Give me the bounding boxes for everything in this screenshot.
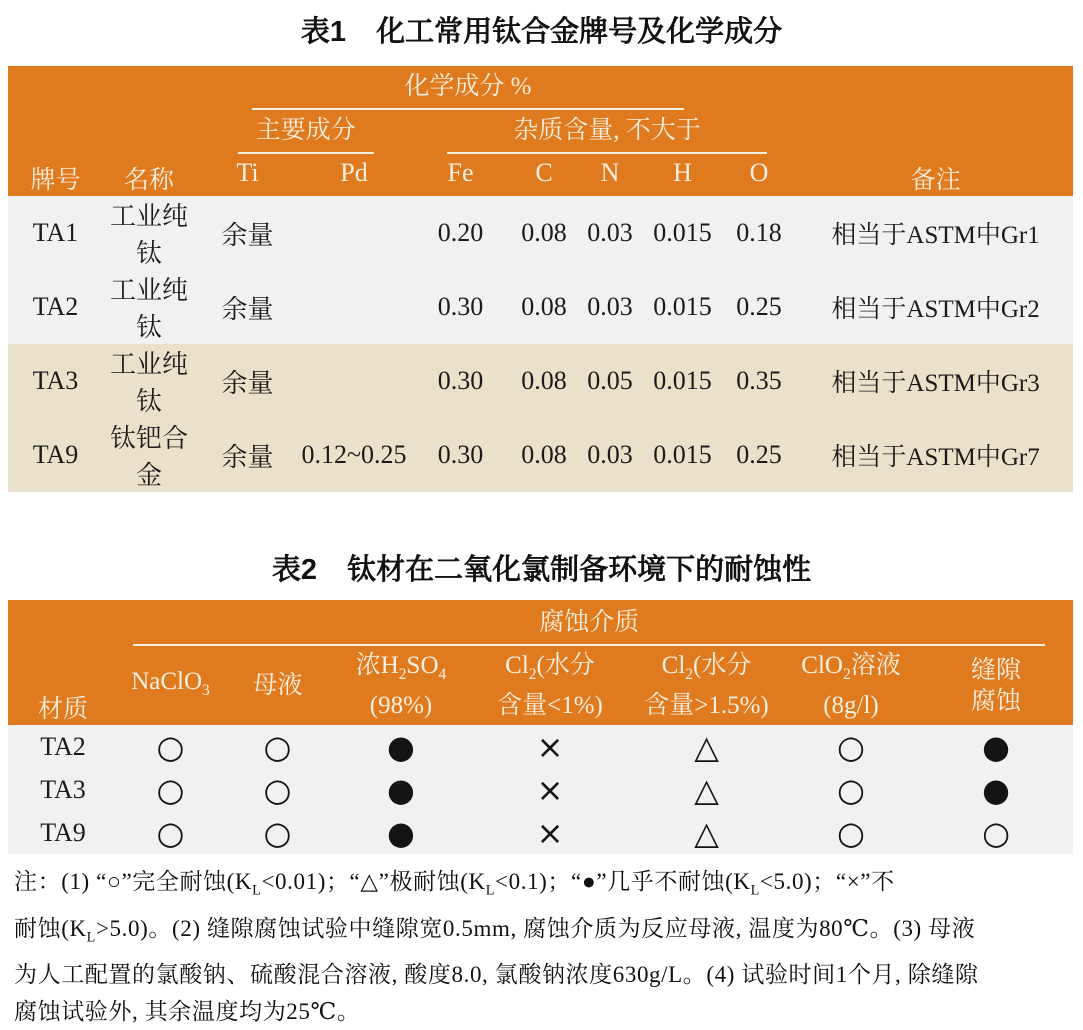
corrosion-symbol-cell: ● [332, 725, 470, 768]
t2-header-line: $Cl_2$(水分 [661, 652, 752, 683]
t1-header-element-pd: Pd [340, 158, 368, 187]
t1-header-name: 名称 [123, 167, 174, 194]
cell-h: 0.015 [645, 196, 720, 270]
cell-grade: TA9 [8, 418, 103, 492]
cell-material: TA3 [8, 768, 118, 811]
cell-fe: 0.20 [408, 196, 513, 270]
t1-header-composition-cell [195, 66, 798, 110]
t1-group-main [238, 110, 374, 154]
t2-header-cl2-dry [470, 646, 630, 725]
t2-header-line: (8g/l) [823, 692, 879, 719]
t2-header-line: 母液 [252, 672, 303, 699]
corrosion-symbol-cell: ○ [118, 768, 223, 811]
t1-header [8, 66, 1073, 196]
table2-caption [0, 550, 1083, 590]
t1-header-element-n: N [600, 158, 620, 187]
t1-header-remark: 备注 [910, 167, 961, 194]
t2-header-line: 腐蚀 [971, 687, 1022, 715]
t1-header-element-ti: Ti [236, 158, 259, 187]
cell-name: 钛钯合金 [103, 418, 195, 492]
corrosion-symbol-cell: ● [332, 811, 470, 854]
table-row [8, 811, 1073, 854]
corrosion-symbol-cell: ○ [783, 725, 919, 768]
t1-header-element-o: O [749, 158, 769, 187]
t1-group-impurity-label: 杂质含量, 不大于 [513, 117, 701, 144]
cell-pd [300, 270, 408, 344]
corrosion-symbol-cell: △ [630, 811, 783, 854]
cell-ti: 余量 [195, 344, 300, 418]
cell-c: 0.08 [513, 418, 575, 492]
cell-remark: 相当于ASTM中Gr7 [798, 418, 1073, 492]
notes [14, 863, 1069, 1030]
cell-h: 0.015 [645, 270, 720, 344]
t1-group-composition-label: 化学成分 % [404, 73, 532, 100]
cell-c: 0.08 [513, 344, 575, 418]
table2-caption-label: 表2 [271, 554, 318, 586]
note-line: 腐蚀试验外, 其余温度均为25℃。 [14, 999, 361, 1025]
cell-c: 0.08 [513, 196, 575, 270]
corrosion-symbol-cell: ○ [223, 811, 332, 854]
cell-o: 0.18 [720, 196, 798, 270]
t2-group-media-label: 腐蚀介质 [539, 609, 640, 636]
cell-fe: 0.30 [408, 270, 513, 344]
t2-header-crevice [919, 646, 1073, 725]
t2-header-clo2 [783, 646, 919, 725]
cell-fe: 0.30 [408, 344, 513, 418]
corrosion-symbol-cell: △ [630, 768, 783, 811]
corrosion-symbol-cell: ○ [919, 811, 1073, 854]
t2-header-mother-liquor [223, 646, 332, 725]
cell-remark: 相当于ASTM中Gr1 [798, 196, 1073, 270]
t1-group-impurity [447, 110, 767, 154]
t2-header-line: (98%) [369, 692, 433, 719]
note-line: 为人工配置的氯酸钠、硫酸混合溶液, 酸度8.0, 氯酸钠浓度630g/L。(4) 试验时间1个月, 除缝隙 [14, 962, 979, 988]
t2-body [8, 725, 1073, 854]
cell-h: 0.015 [645, 344, 720, 418]
table2-caption-text: 钛材在二氧化氯制备环境下的耐蚀性 [347, 554, 812, 586]
table-row [8, 344, 1073, 418]
table-row [8, 418, 1073, 492]
cell-n: 0.05 [575, 344, 645, 418]
alloy-composition-table [8, 66, 1073, 492]
t2-header [8, 600, 1073, 725]
cell-grade: TA2 [8, 270, 103, 344]
table1-caption-label: 表1 [300, 16, 347, 48]
corrosion-symbol-cell: ○ [118, 811, 223, 854]
cell-n: 0.03 [575, 196, 645, 270]
table-row [8, 270, 1073, 344]
corrosion-symbol-cell: ○ [223, 768, 332, 811]
corrosion-symbol-cell: × [470, 811, 630, 854]
note-line: 耐蚀$(K_L>5.0)$。(2) 缝隙腐蚀试验中缝隙宽0.5mm, 腐蚀介质为反应母液, 温度为80℃。(3) 母液 [14, 915, 976, 946]
t1-header-grade: 牌号 [30, 167, 81, 194]
cell-material: TA2 [8, 725, 118, 768]
t2-group-media [133, 602, 1045, 646]
cell-ti: 余量 [195, 270, 300, 344]
corrosion-symbol-cell: ● [919, 768, 1073, 811]
t2-header-line: 含量>1.5%) [644, 692, 769, 719]
note-line: 注：(1) “○”完全耐蚀$(K_L<0.01)$；“△”极耐蚀$(K_L<0.1)$；“●”几乎不耐蚀$(K_L<5.0)$；“×”不 [14, 869, 895, 899]
t2-header-material: 材质 [37, 696, 88, 723]
t2-header-line: 浓$H_2SO_4$ [355, 652, 447, 683]
cell-ti: 余量 [195, 196, 300, 270]
t2-header-media-cell [118, 600, 1073, 646]
t2-header-line: 缝隙 [971, 656, 1022, 684]
t2-header-h2so4 [332, 646, 470, 725]
cell-remark: 相当于ASTM中Gr2 [798, 270, 1073, 344]
cell-n: 0.03 [575, 270, 645, 344]
cell-pd [300, 344, 408, 418]
table-row [8, 725, 1073, 768]
corrosion-symbol-cell: × [470, 725, 630, 768]
cell-fe: 0.30 [408, 418, 513, 492]
t1-header-element-fe: Fe [447, 158, 474, 187]
table-row [8, 196, 1073, 270]
table1-caption [0, 0, 1083, 52]
t2-header-cl2-wet [630, 646, 783, 725]
corrosion-symbol-cell: ○ [223, 725, 332, 768]
cell-o: 0.25 [720, 270, 798, 344]
cell-name: 工业纯钛 [103, 344, 195, 418]
t1-body [8, 196, 1073, 492]
cell-grade: TA1 [8, 196, 103, 270]
t1-header-impurity-cell [408, 110, 798, 154]
cell-grade: TA3 [8, 344, 103, 418]
t2-header-line: NaClO$_3$ [131, 667, 210, 699]
table1-caption-text: 化工常用钛合金牌号及化学成分 [376, 16, 783, 48]
corrosion-symbol-cell: ○ [783, 811, 919, 854]
cell-pd [300, 196, 408, 270]
corrosion-symbol-cell: ● [919, 725, 1073, 768]
corrosion-symbol-cell: ○ [118, 725, 223, 768]
cell-o: 0.35 [720, 344, 798, 418]
t1-header-element-h: H [673, 158, 692, 187]
cell-pd: 0.12~0.25 [300, 418, 408, 492]
t1-header-element-c: C [535, 158, 553, 187]
cell-n: 0.03 [575, 418, 645, 492]
corrosion-symbol-cell: ○ [783, 768, 919, 811]
t2-header-line: 含量<1%) [497, 692, 603, 719]
cell-material: TA9 [8, 811, 118, 854]
corrosion-symbol-cell: × [470, 768, 630, 811]
corrosion-symbol-cell: △ [630, 725, 783, 768]
cell-name: 工业纯钛 [103, 270, 195, 344]
t2-header-line: ClO$_2$溶液 [801, 652, 901, 683]
corrosion-resistance-table [8, 600, 1073, 854]
t1-group-composition [252, 66, 683, 110]
cell-c: 0.08 [513, 270, 575, 344]
t1-group-main-label: 主要成分 [255, 117, 356, 144]
cell-name: 工业纯钛 [103, 196, 195, 270]
t1-header-main-cell [195, 110, 408, 154]
cell-remark: 相当于ASTM中Gr3 [798, 344, 1073, 418]
cell-h: 0.015 [645, 418, 720, 492]
corrosion-symbol-cell: ● [332, 768, 470, 811]
cell-ti: 余量 [195, 418, 300, 492]
t2-header-naclo3 [118, 646, 223, 725]
table-row [8, 768, 1073, 811]
cell-o: 0.25 [720, 418, 798, 492]
t2-header-line: $Cl_2$(水分 [505, 652, 595, 683]
